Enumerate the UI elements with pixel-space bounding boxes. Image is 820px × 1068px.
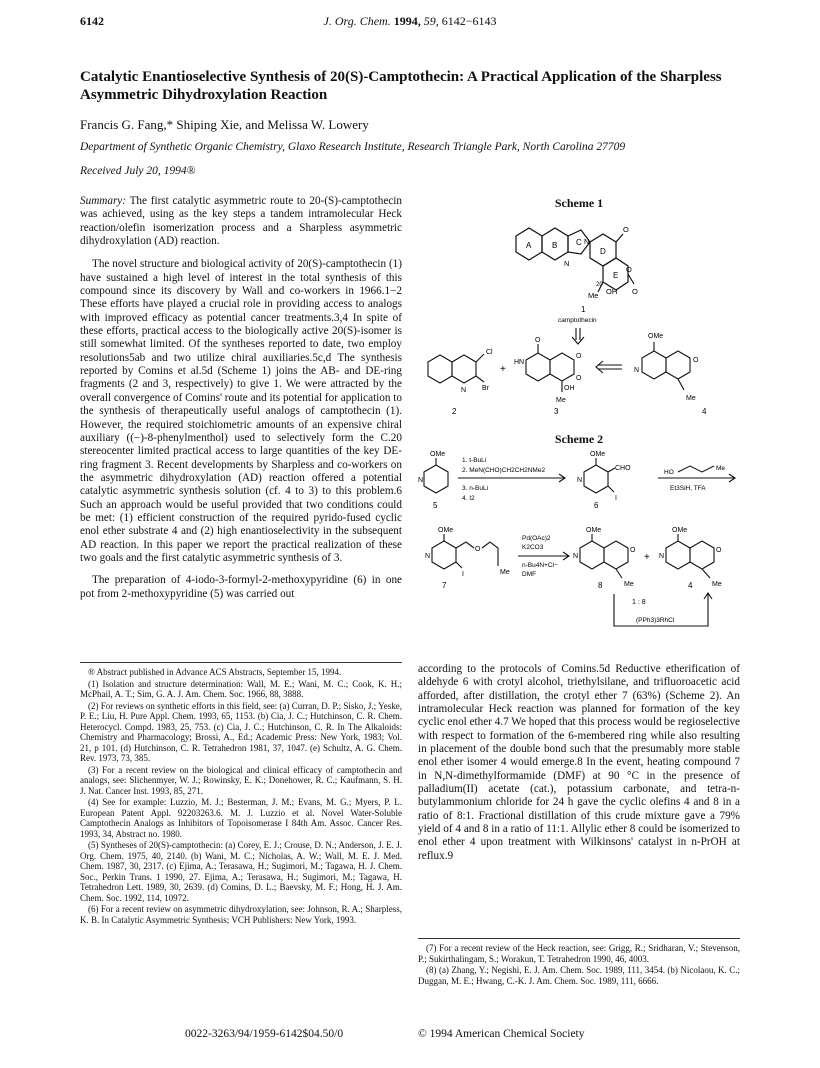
- authors: Francis G. Fang,* Shiping Xie, and Melissa W. Lowery: [80, 117, 369, 132]
- compound-number: 8: [598, 581, 603, 590]
- atom-label: O: [623, 225, 629, 234]
- scheme-1-diagram: [418, 212, 740, 427]
- issn-line: 0022-3263/94/1959-6142$04.50/0: [185, 1028, 344, 1040]
- atom-label: OMe: [590, 451, 606, 458]
- copyright-line: © 1994 American Chemical Society: [418, 1028, 585, 1040]
- footnotes-right: [418, 938, 740, 987]
- footnote: (5) Syntheses of 20(S)-camptothecin: (a) Corey, E. J.; Crouse, D. N.; Anderson, J. E. J. Org. Chem. 1975, 40, 2140. (b) Wani, M. C.; Nicholas, A. W.; Wall, M. E. J. Med. Chem. 1987, 30, 2317. (c) Ejima, A.; Terasawa, H.; Sugimori, M.; Tagawa, H. J. Chem. Soc., Perkin Trans. 1 1990, 27. Ejima, A.; Terasawa, H.; Sugimori, M.; Tagawa, H. Tetrahedron Lett. 1989, 30, 2639. (d) Comins, D. L.; Baevsky, M. F.; Hong, H. J. Am. Chem. Soc. 1992, 114, 10972.: [80, 840, 402, 903]
- compound-number: 6: [594, 501, 599, 510]
- plus-sign: +: [500, 364, 506, 375]
- body-paragraph-3: according to the protocols of Comins.5d Reductive etherification of aldehyde 6 with crotyl alcohol, triethylsilane, and trifluoroacetic acid afforded, after distillation, the crotyl ether 7 (63%) (Scheme 2). An intramolecular Heck reaction was planned for formation of the key cyclic enol ether 4.7 We hoped that this process would be regioselective with respect to formation of the 6-membered ring while also resulting in placement of the double bond such that the presumably more stable enol ether isomer 4 would emerge.8 In the event, heating compound 7 in N,N-dimethylformamide (DMF) at 90 °C in the presence of palladium(II) acetate (cat.), potassium carbonate, and tetra-n-butylammonium chloride for 24 h gave the cyclic olefins 4 and 8 in a ratio of 8:1. Fractional distillation of this crude mixture gave a 79% yield of 4 and 8 in a ratio of 11:1. Allylic ether 8 could be isomerized to enol ether 4 upon treatment with Wilkinsons' catalyst in n-PrOH at reflux.9: [418, 663, 740, 862]
- atom-label: Me: [686, 395, 696, 402]
- atom-label: O: [576, 353, 582, 360]
- atom-label: 20: [596, 282, 603, 288]
- reagent: 1. t-BuLi: [462, 457, 487, 464]
- atom-label: OMe: [430, 451, 446, 458]
- journal-name: J. Org. Chem.: [323, 14, 391, 28]
- atom-label: N: [425, 553, 431, 560]
- scheme-1-label: Scheme 1: [554, 196, 604, 210]
- atom-label: Me: [624, 581, 634, 588]
- compound-number: 4: [702, 407, 707, 416]
- journal-reference: [80, 14, 740, 29]
- atom-label: N: [418, 477, 424, 484]
- journal-year: 1994,: [393, 14, 421, 28]
- footnote: (6) For a recent review on asymmetric dihydroxylation, see: Johnson, R. A.; Sharpless, K. B. In Catalytic Asymmetric Synthesis; VCH Publishers: New York, 1993.: [80, 904, 402, 925]
- atom-label: Br: [482, 385, 489, 392]
- atom-label: OMe: [586, 527, 602, 534]
- page-number: 6142: [80, 14, 104, 28]
- ring-label-c: C: [576, 238, 582, 247]
- compound-number: 3: [554, 407, 559, 416]
- footnote: (4) See for example: Luzzio, M. J.; Besterman, J. M.; Evans, M. G.; Myers, P. L. European Patent Appl. 92203263.6. M. J. Luzzio et al. Novel Water-Soluble Camptothecin Analogs as Inhibitors of Topoisomerase I 84th Am. Assoc. Cancer Res. 1993, 34, Abstract no. 1980.: [80, 797, 402, 839]
- footnotes-left: [80, 662, 402, 926]
- atom-label: O: [630, 547, 636, 554]
- reagent: n-Bu4N+Cl−: [522, 562, 558, 569]
- atom-label: O: [475, 546, 481, 553]
- atom-label: O: [632, 287, 638, 296]
- reagent: DMF: [522, 571, 537, 578]
- reagent: HO: [664, 469, 674, 476]
- atom-label: O: [626, 265, 632, 274]
- atom-label: Cl: [486, 349, 493, 356]
- left-column: [80, 195, 402, 610]
- ring-label-b: B: [552, 241, 558, 250]
- atom-label: I: [462, 571, 464, 578]
- scheme-2-diagram: [418, 448, 740, 653]
- article-title: Catalytic Enantioselective Synthesis of 20(S)-Camptothecin: A Practical Application of the Sharpless Asymmetric Dihydroxylation Reaction: [80, 69, 722, 103]
- footnote: (2) For reviews on synthetic efforts in this field, see: (a) Curran, D. P.; Sisko, J.; Yeske, P. E.; Liu, H. Pure Appl. Chem. 1993, 65, 1153. (b) Cia, J. C.; Hutchinson, C. R. Chem. Heterocycl. Compd. 1983, 25, 753. (c) Cia, J. C.; Hutchinson, C. R. In The Alkaloids: Chemistry and Pharmacology; Brossi, A., Ed.; Academic Press: New York, 1983; Vol. 21, p 101. (d) Hutchinson, C. R. Tetrahedron 1981, 37, 1047. (e) Schultz, A. G. Chem. Rev. 1973, 73, 385.: [80, 700, 402, 763]
- reagent: Me: [716, 465, 726, 472]
- retro-arrow-down: [572, 328, 584, 344]
- footnote: (8) (a) Zhang, Y.; Negishi, E. J. Am. Chem. Soc. 1989, 111, 3454. (b) Nicolaou, K. C.; Duggan, M. E.; Hwang, C.-K. J. Am. Chem. Soc. 1989, 111, 6666.: [418, 965, 740, 986]
- atom-label: N: [564, 259, 570, 268]
- compound-number: 1: [581, 305, 586, 314]
- atom-label: Me: [712, 581, 722, 588]
- atom-label: I: [615, 495, 617, 502]
- atom-label: N: [659, 553, 665, 560]
- crotyl-alcohol-bond: [678, 466, 714, 472]
- right-column-text: [418, 663, 740, 863]
- reagent: Et3SiH, TFA: [670, 485, 706, 492]
- journal-pages: 6142−6143: [441, 14, 497, 28]
- atom-label: O: [535, 337, 541, 344]
- summary-text: The first catalytic asymmetric route to 20-(S)-camptothecin was achieved, using as the key steps a tandem intramolecular Heck reaction/olefin isomerization process and a Sharpless asymmetric dihydroxylation (AD) reaction.: [80, 195, 402, 248]
- atom-label: N: [577, 477, 583, 484]
- ring-label-d: D: [600, 247, 606, 256]
- reagent: 4. I2: [462, 495, 475, 502]
- footnote: (7) For a recent review of the Heck reaction, see: Grigg, R.; Sridharan, V.; Stevenson, P.; Sukirthalingam, S.; Worakun, T. Tetrahedron 1990, 46, 4003.: [418, 943, 740, 964]
- compound-name: camptothecin: [558, 317, 597, 324]
- received-date: Received July 20, 1994®: [80, 165, 196, 177]
- journal-volume: 59,: [423, 14, 439, 28]
- body-paragraph-1: The novel structure and biological activity of 20(S)-camptothecin (1) have sustained a high level of interest in the total synthesis of this compound since its discovery by Wall and co-workers in 1966.1−2 These efforts have played a crucial role in providing access to analogs with improved efficacy as potential cancer treatments.3,4 In spite of these efforts, practical access to the biologically active 20(S)-isomer is still somewhat limited. Of the syntheses reported to date, two employ resolutions5ab and two utilize chiral auxiliaries.5c,d The synthesis reported by Comins et al.5d (Scheme 1) joins the AB- and DE-ring fragments (2 and 3, respectively) to give 1. We were attracted by the overall convergence of Comins' route and its potential for application to the synthesis of therapeutically useful analogs of camptothecin (1). However, the required stoichiometric amounts of an expensive chiral auxiliary ((−)-8-phenylmenthol) used to selectively form the C.20 stereocenter limited practical access to large quantities of the key DE-ring fragment 3. Recent developments by Sharpless and co-workers on the asymmetric dihydroxylation (AD) reaction offered a potential catalytic asymmetric synthesis solution (cf. 4 to 3) to this problem.6 Such an approach would be useful provided that two conditions could be met: (1) efficient construction of the required pyrido-fused cyclic enol ether substrate 4 and (2) high enantioselectivity in the subsequent AD reaction. In this paper we report the practical realization of these two goals and the first catalytic asymmetric synthesis of 3.: [80, 258, 402, 564]
- atom-label: OH: [606, 287, 618, 296]
- atom-label: Me: [588, 291, 599, 300]
- reagent: 2. MeN(CHO)CH2CH2NMe2: [462, 467, 546, 474]
- reagent: K2CO3: [522, 544, 544, 551]
- atom-label: O: [716, 547, 722, 554]
- compound-number: 7: [442, 581, 447, 590]
- ring-label-e: E: [613, 271, 619, 280]
- atom-label: OMe: [438, 527, 454, 534]
- compound-number: 2: [452, 407, 457, 416]
- atom-label: N: [573, 553, 579, 560]
- atom-label: N: [584, 237, 590, 246]
- running-head: [80, 14, 740, 34]
- summary-paragraph: [80, 195, 402, 248]
- atom-label: N: [461, 387, 467, 394]
- scheme-2-label: Scheme 2: [554, 432, 604, 446]
- atom-label: O: [576, 375, 582, 382]
- footnote: (1) Isolation and structure determination: Wall, M. E.; Wani, M. C.; Cook, K. H.; McPhail, A. T.; Sim, G. A. J. Am. Chem. Soc. 1966, 88, 3888.: [80, 678, 402, 699]
- footnote: ® Abstract published in Advance ACS Abstracts, September 15, 1994.: [88, 667, 342, 677]
- compound-number: 5: [433, 501, 438, 510]
- product-ratio: 1 : 8: [632, 599, 646, 606]
- retro-arrow-left: [596, 361, 622, 373]
- atom-label: N: [634, 367, 640, 374]
- atom-label: HN: [514, 359, 525, 366]
- atom-label: CHO: [615, 465, 631, 472]
- compound-number: 4: [688, 581, 693, 590]
- atom-label: Me: [556, 397, 566, 404]
- reagent: Pd(OAc)2: [522, 535, 551, 542]
- atom-label: OH: [564, 385, 575, 392]
- atom-label: OMe: [672, 527, 688, 534]
- affiliation: Department of Synthetic Organic Chemistry, Glaxo Research Institute, Research Triangle Park, North Carolina 27709: [80, 141, 626, 153]
- atom-label: Me: [500, 569, 510, 576]
- body-paragraph-2: The preparation of 4-iodo-3-formyl-2-methoxypyridine (6) in one pot from 2-methoxypyridine (5) was carried out: [80, 574, 402, 600]
- catalyst-label: (PPh3)3RhCl: [636, 617, 675, 624]
- atom-label: O: [693, 357, 699, 364]
- atom-label: OMe: [648, 333, 664, 340]
- summary-label: Summary:: [80, 195, 126, 207]
- footnote: (3) For a recent review on the biological and clinical efficacy of camptothecin and analogs, see: Slichenmyer, W. J.; Rowinsky, E. K.; Donehower, R. C.; Kaufmann, S. H. J. Nat. Cancer Inst. 1993, 85, 271.: [80, 764, 402, 796]
- reagent: 3. n-BuLi: [462, 485, 489, 492]
- plus-sign: +: [644, 552, 650, 563]
- ring-label-a: A: [526, 241, 532, 250]
